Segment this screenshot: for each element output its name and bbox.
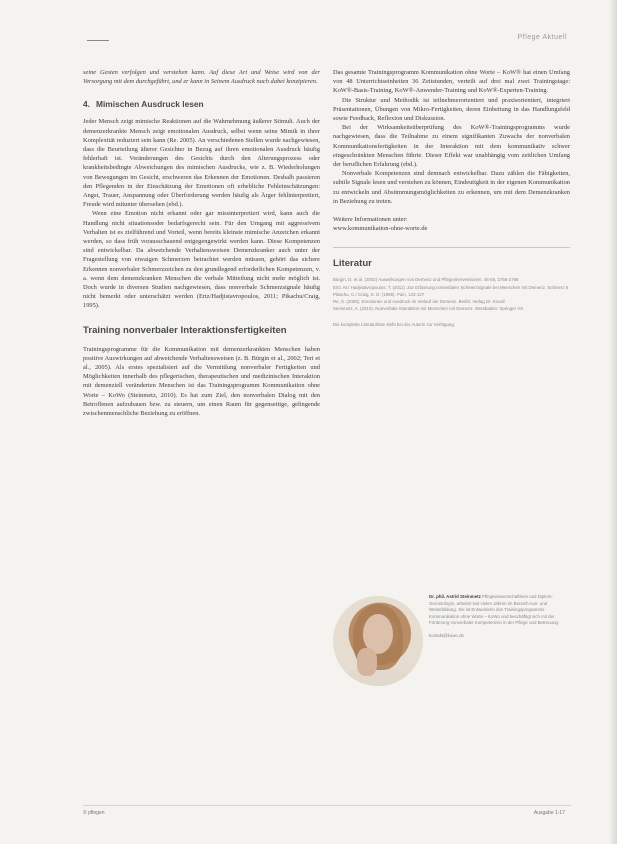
author-description: Pflegewissenschaftlerin und Diplom-Gerontologin, arbeitet seit vielen Jahren im Bereich Aus- und Weiterbildung. Sie ist Entwicklerin des Trainingsprogramms Kommunikation ohne Worte – KoWo und beschäftigt sich mit der Förderung nonverbaler Kompetenzen in der Pflege und Betreuung. [429,594,560,625]
literature-divider [333,247,570,248]
literature-item: Bürgin, D. et al. (2002) Auswirkungen von Demenz und Pflegeinterventionen. 46-55, 2758-2768 [333,277,519,283]
portrait-hand [357,648,377,676]
page-edge-shadow [609,0,617,844]
left-column [83,68,320,418]
author-name: Dr. phil. Astrid Steinmetz [429,594,481,599]
training-heading: Training nonverbaler Interaktionsfertigkeiten [83,324,287,336]
author-bio [429,594,566,639]
section-4-number: 4. [83,99,90,110]
intro-paragraph: seine Gesten verfolgen und verstehen kann. Auf diese Art und Weise wird von der Versorgung mit dem durchgeführt, und er kann in Seinem Ausdruck nach dabei konzipieren. [83,69,320,86]
more-info-label: Weitere Informationen unter: [333,216,408,224]
header-rule [87,40,109,41]
author-portrait [333,596,423,686]
paragraph: Wenn eine Emotion nicht erkannt oder gar missinterpretiert wird, kann auch die Handlung nicht situationsoder bedarfsgerecht sein. Für den Umgang mit aggressivem Verhalten ist es zielführend und Vorteil, wenn bereits kleinste mimische Anzeichen erkannt werden, so dass früh vorausschauend entgegengewirkt werden kann. Diese Kompetenzen sind entwickelbar. Da abweichende Verhaltensweisen Demenzkranker auch unter der Fragestellung von etwaigen Schmerzen betrachtet werden müssen, gehört das sichere Erkennen nonverbaler Schmerzzeichen zu den grundlegend erforderlichen Kompetenzen, v. a. wenn dem demenzkranken Menschen die verbale Mitteilung nicht mehr möglich ist. Doch wurde in diversen Studien nachgewiesen, dass nonverbale Schmerzsignale häufig nicht bemerkt oder unterschätzt werden (Ertz/Hadjistavropoulos, 2011; Pikachu/Craig, 1995). [83,210,320,310]
literature-title: Literatur [333,258,372,270]
footer-issue: Ausgabe 1-17 [533,810,565,816]
paragraph: Trainingsprogramme für die Kommunikation mit demenzerkrankten Menschen haben positive Auswirkungen auf abweichende Verhaltensweisen (z. B. Bürgin et al., 2002; Teri et al., 2005). Als erstes spezialisiert auf die Vermittlung nonverbaler Fertigkeiten und Möglichkeiten innerhalb des pflegerischen, therapeutischen und medizinischen Interaktion mit demenziell veränderten Menschen ist das Trainingsprogramm Kommunikation ohne Worte – KoWo (Steinmetz, 2010). Es hat zum Ziel, den nonverbalen Dialog mit den Betroffenen aufzubauen bzw. zu steuern, um einen Raum für gegenseitige, gelingende zwischenmenschliche Beziehung zu eröffnen. [83,345,320,418]
author-email[interactable]: kontakt@kowo.de [429,632,464,638]
running-head: Pflege Aktuell [517,34,567,41]
author-block [333,594,570,714]
literature-note: Die komplette Literaturliste steht bei der Autorin zur Verfügung. [333,321,456,327]
paragraph: Jeder Mensch zeigt mimische Reaktionen auf die Wahrnehmung äußerer Stimuli. Auch der demenzerkrankte Mensch zeigt emotionalen Ausdruck, selbst wenn seine Mimik in ihrer Komplexität reduziert sein kann (Re. 2005). An verschiedenen Stellen wurde nachgewiesen, dass die Beurteilung älterer Gesichter in Bezug auf ihren emotionalen Ausdruck häufig fehlerhaft ist. Veränderungen des Gesichts durch den Alterungsprozess oder krankheitsbedingte Abweichungen des mimischen Ausdrucks, wie z. B. Wiederholungen von Bewegungen im Gesicht, erschweren das Erkennen der Emotionen. Deshalb passieren den Pflegenden in der Einschätzung der Emotionen oft erhebliche Fehleinschätzungen: Angst, Trauer, Anspannung oder Überforderung werden häufig als Ärger fehlinterpretiert, Freude wird mitunter übersehen (ebd.). [83,118,320,209]
more-info-link[interactable]: www.kommunikation-ohne-worte.de [333,225,428,233]
right-column [333,68,570,328]
paragraph: Die Struktur und Methodik ist teilnehmerorientiert und praxisorientiert, integriert Präsentationen, Übungen von Mikro-Fertigkeiten, deren Einbettung in das Handlungsfeld sowie Feedback, Reflexion und Diskussion. [333,96,570,123]
literature-item: Re, S. (2005). Emotionen und Ausdruck im Verlauf der Demenz. Berlin: Verlag Dr. Kovač [333,298,506,304]
section-4-title: Mimischen Ausdruck lesen [96,99,204,110]
paragraph: Nonverbale Kompetenzen sind demnach entwickelbar. Dazu zählen die Fähigkeiten, subtile Signale lesen und verstehen zu können, Eindeutigkeit in der eigenen Kommunikation zu entwickeln und Abstimmungsmöglichkeiten zu erkennen, um mit dem Demenzkranken in Beziehung zu treten. [333,170,570,205]
literature-item: Ertz, M./ Hadjistavropoulos, T. (2011). Zur Erfassung nonverbaler Schmerzsignale bei Menschen mit Demenz. Schmerz 5 [333,284,569,290]
section-4-heading [83,99,320,109]
paragraph: Das gesamte Trainingsprogramm Kommunikation ohne Worte – KoW® hat einen Umfang von 48 Unterrichtseinheiten 36 Zeitstunden, verteilt auf drei mal zwei Trainingstage: KoW®-Basis-Training, KoW®-Anwender-Training und KoW®-Experten-Training. [333,69,570,95]
literature-list [333,277,570,311]
literature-item: Pikachu, C./ Craig, K. D. (1995). Pain, 123-127 [333,291,425,297]
footer-rule [83,805,571,806]
footer-copyright: © pflegen [83,810,105,816]
literature-item: Steinmetz, A. (2010). Nonverbale Interaktion mit Menschen mit Demenz. Wiesbaden: Springer VS [333,305,524,311]
paragraph: Bei der Wirksamkeitsüberprüfung des KoW®-Trainingsprogramms wurde nachgewiesen, dass die Teilnahme zu einem signifikanten Zuwachs der nonverbalen Kommunikationsfertigkeiten in der Interaktion mit dem kommunikativ schwer eingeschränkten Menschen führte. Dieser Effekt war unabhängig vom zeitlichen Umfang der beruflichen Erfahrung (ebd.). [333,124,570,169]
